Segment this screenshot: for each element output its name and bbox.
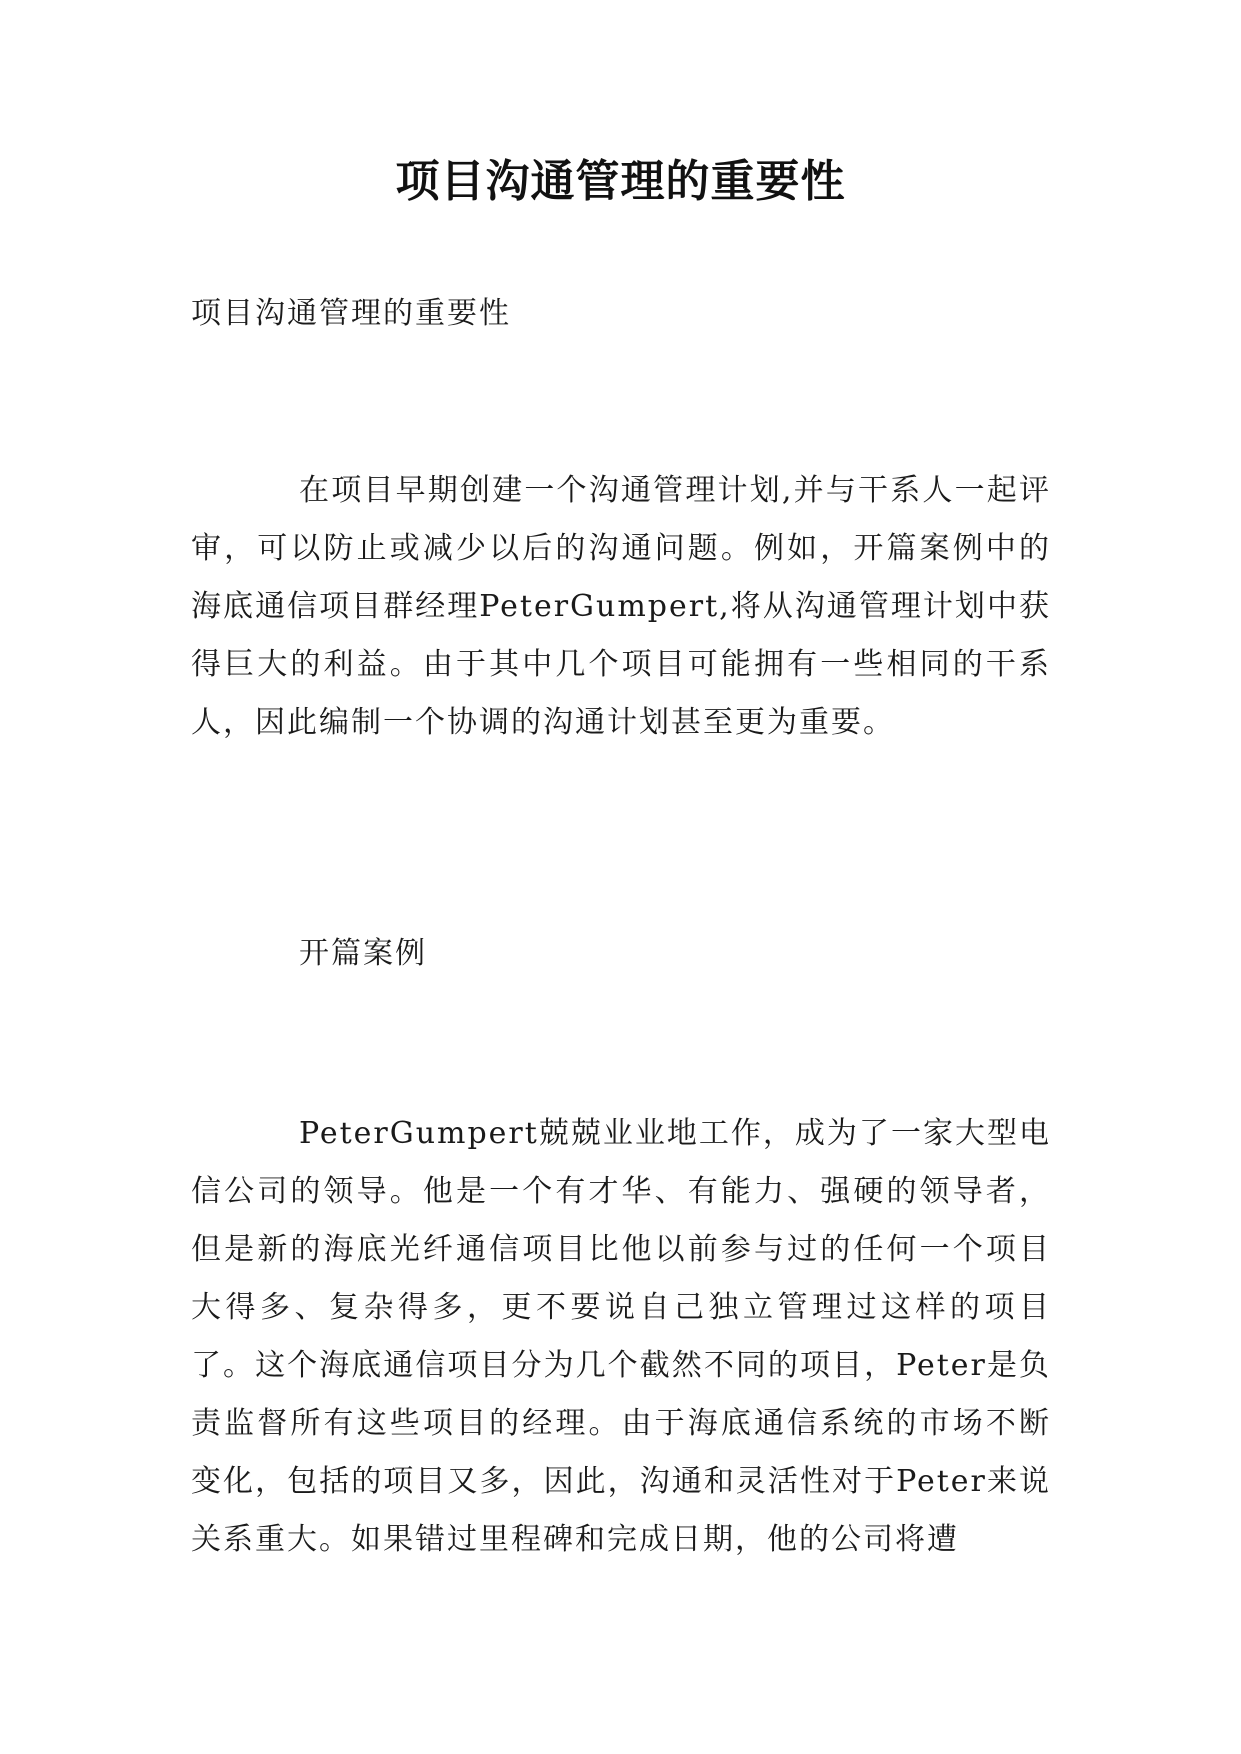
document-subtitle: 项目沟通管理的重要性 xyxy=(191,296,511,331)
paragraph-intro: 在项目早期创建一个沟通管理计划,并与干系人一起评审，可以防止或减少以后的沟通问题。例如，开篇案例中的海底通信项目群经理PeterGumpert,将从沟通管理计划中获得巨大的利益。由于其中几个项目可能拥有一些相同的干系人，因此编制一个协调的沟通计划甚至更为重要。 xyxy=(191,473,1051,740)
document-title: 项目沟通管理的重要性 xyxy=(395,156,846,207)
section-heading: 开篇案例 xyxy=(299,936,427,971)
paragraph-case: PeterGumpert兢兢业业地工作，成为了一家大型电信公司的领导。他是一个有才华、有能力、强硬的领导者，但是新的海底光纤通信项目比他以前参与过的任何一个项目大得多、复杂得多，更不要说自己独立管理过这样的项目了。这个海底通信项目分为几个截然不同的项目，Peter是负责监督所有这些项目的经理。由于海底通信系统的市场不断变化，包括的项目又多，因此，沟通和灵活性对于Peter来说关系重大。如果错过里程碑和完成日期，他的公司将遭 xyxy=(191,1116,1051,1557)
